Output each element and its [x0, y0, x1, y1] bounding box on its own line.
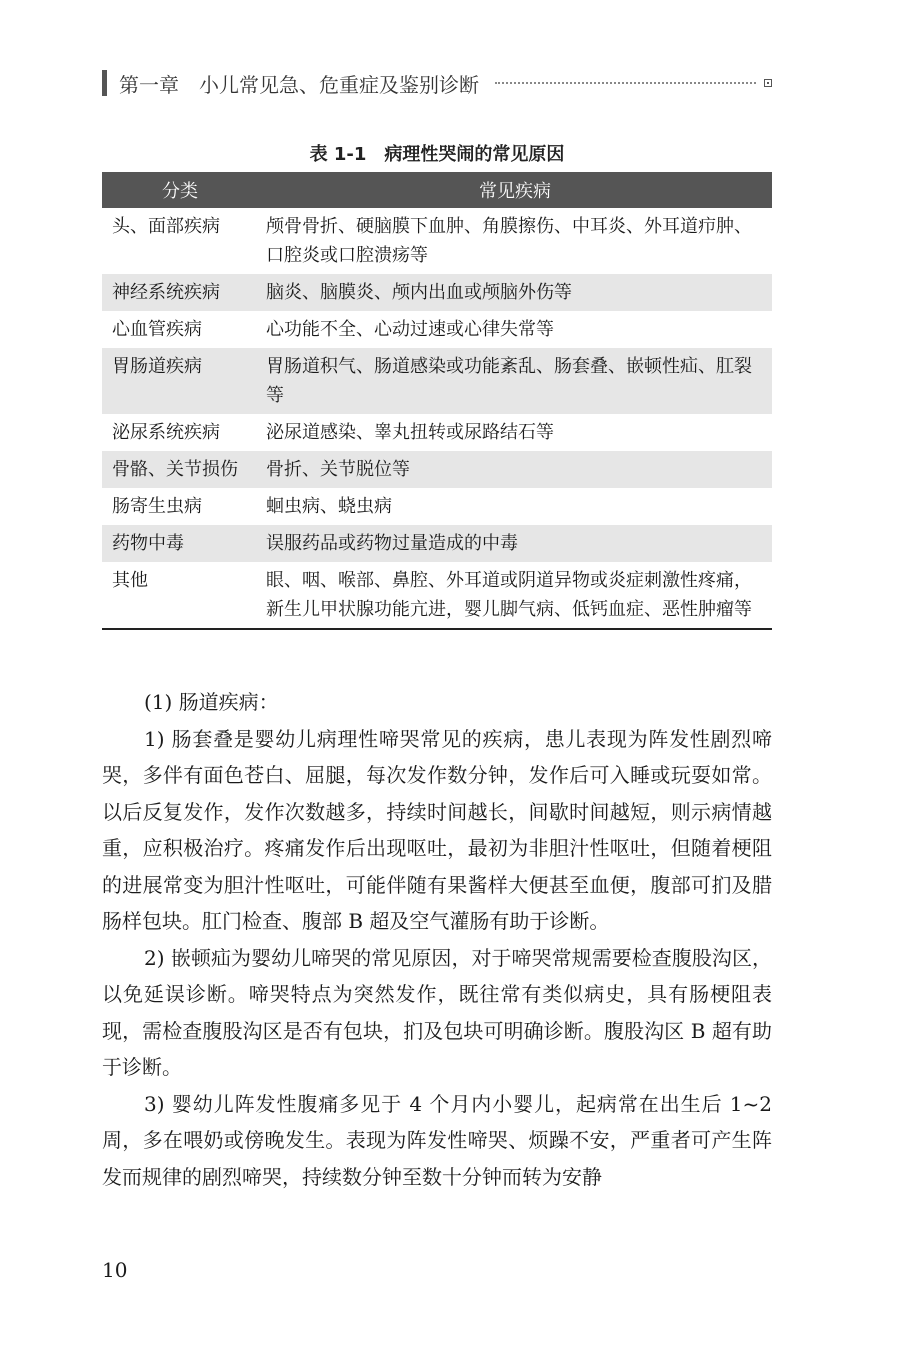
category-cell: 骨骼、关节损伤	[102, 451, 258, 488]
table-row	[102, 562, 772, 629]
table-row	[102, 525, 772, 562]
table-row	[102, 348, 772, 414]
paragraph: 3) 婴幼儿阵发性腹痛多见于 4 个月内小婴儿，起病常在出生后 1~2 周，多在喂奶或傍晚发生。表现为阵发性啼哭、烦躁不安，严重者可产生阵发而规律的剧烈啼哭，持续数分钟至数十分钟而转为安静	[102, 1091, 772, 1189]
diseases-cell: 颅骨骨折、硬脑膜下血肿、角膜擦伤、中耳炎、外耳道疖肿、口腔炎或口腔溃疡等	[266, 216, 752, 266]
header-dotted-rule	[495, 82, 756, 84]
causes-table	[102, 172, 772, 630]
category-cell: 其他	[112, 570, 148, 591]
category-cell: 神经系统疾病	[102, 274, 258, 311]
section-heading: (1) 肠道疾病：	[144, 690, 279, 714]
chapter-title: 第一章 小儿常见急、危重症及鉴别诊断	[119, 72, 479, 97]
category-cell: 药物中毒	[102, 525, 258, 562]
category-cell: 心血管疾病	[112, 319, 202, 340]
table-row	[102, 414, 772, 451]
diseases-cell: 误服药品或药物过量造成的中毒	[258, 525, 772, 562]
diseases-cell: 胃肠道积气、肠道感染或功能紊乱、肠套叠、嵌顿性疝、肛裂等	[258, 348, 772, 414]
header-end-square-icon	[764, 79, 772, 87]
diseases-cell: 眼、咽、喉部、鼻腔、外耳道或阴道异物或炎症刺激性疼痛，新生儿甲状腺功能亢进，婴儿脚气病、低钙血症、恶性肿瘤等	[266, 570, 752, 620]
paragraph: 1) 肠套叠是婴幼儿病理性啼哭常见的疾病，患儿表现为阵发性剧烈啼哭，多伴有面色苍白、屈腿，每次发作数分钟，发作后可入睡或玩耍如常。以后反复发作，发作次数越多，持续时间越长，间歇时间越短，则示病情越重，应积极治疗。疼痛发作后出现呕吐，最初为非胆汁性呕吐，但随着梗阻的进展常变为胆汁性呕吐，可能伴随有果酱样大便甚至血便，腹部可扪及腊肠样包块。肛门检查、腹部 B 超及空气灌肠有助于诊断。	[102, 726, 772, 933]
body-text	[102, 684, 772, 1195]
category-cell: 胃肠道疾病	[102, 348, 258, 414]
diseases-cell: 蛔虫病、蛲虫病	[266, 496, 392, 517]
category-cell: 肠寄生虫病	[112, 496, 202, 517]
table-row	[102, 311, 772, 348]
table-row	[102, 451, 772, 488]
paragraph: 2) 嵌顿疝为婴幼儿啼哭的常见原因，对于啼哭常规需要检查腹股沟区，以免延误诊断。啼哭特点为突然发作，既往常有类似病史，具有肠梗阻表现，需检查腹股沟区是否有包块，扪及包块可明确诊断。腹股沟区 B 超有助于诊断。	[102, 945, 772, 1079]
category-cell: 泌尿系统疾病	[112, 422, 220, 443]
table-header-row	[102, 172, 772, 208]
table-row	[102, 488, 772, 525]
diseases-cell: 脑炎、脑膜炎、颅内出血或颅脑外伤等	[258, 274, 772, 311]
category-cell: 头、面部疾病	[112, 216, 220, 237]
diseases-cell: 心功能不全、心动过速或心律失常等	[266, 319, 554, 340]
table-row	[102, 274, 772, 311]
page-number: 10	[102, 1258, 128, 1282]
diseases-cell: 骨折、关节脱位等	[258, 451, 772, 488]
column-header-diseases: 常见疾病	[258, 172, 772, 208]
header-bar	[102, 70, 107, 96]
table-title: 表 1-1 病理性哭闹的常见原因	[309, 144, 565, 165]
column-header-category: 分类	[102, 172, 258, 208]
diseases-cell: 泌尿道感染、睾丸扭转或尿路结石等	[266, 422, 554, 443]
running-header	[102, 68, 772, 98]
table-row	[102, 208, 772, 274]
